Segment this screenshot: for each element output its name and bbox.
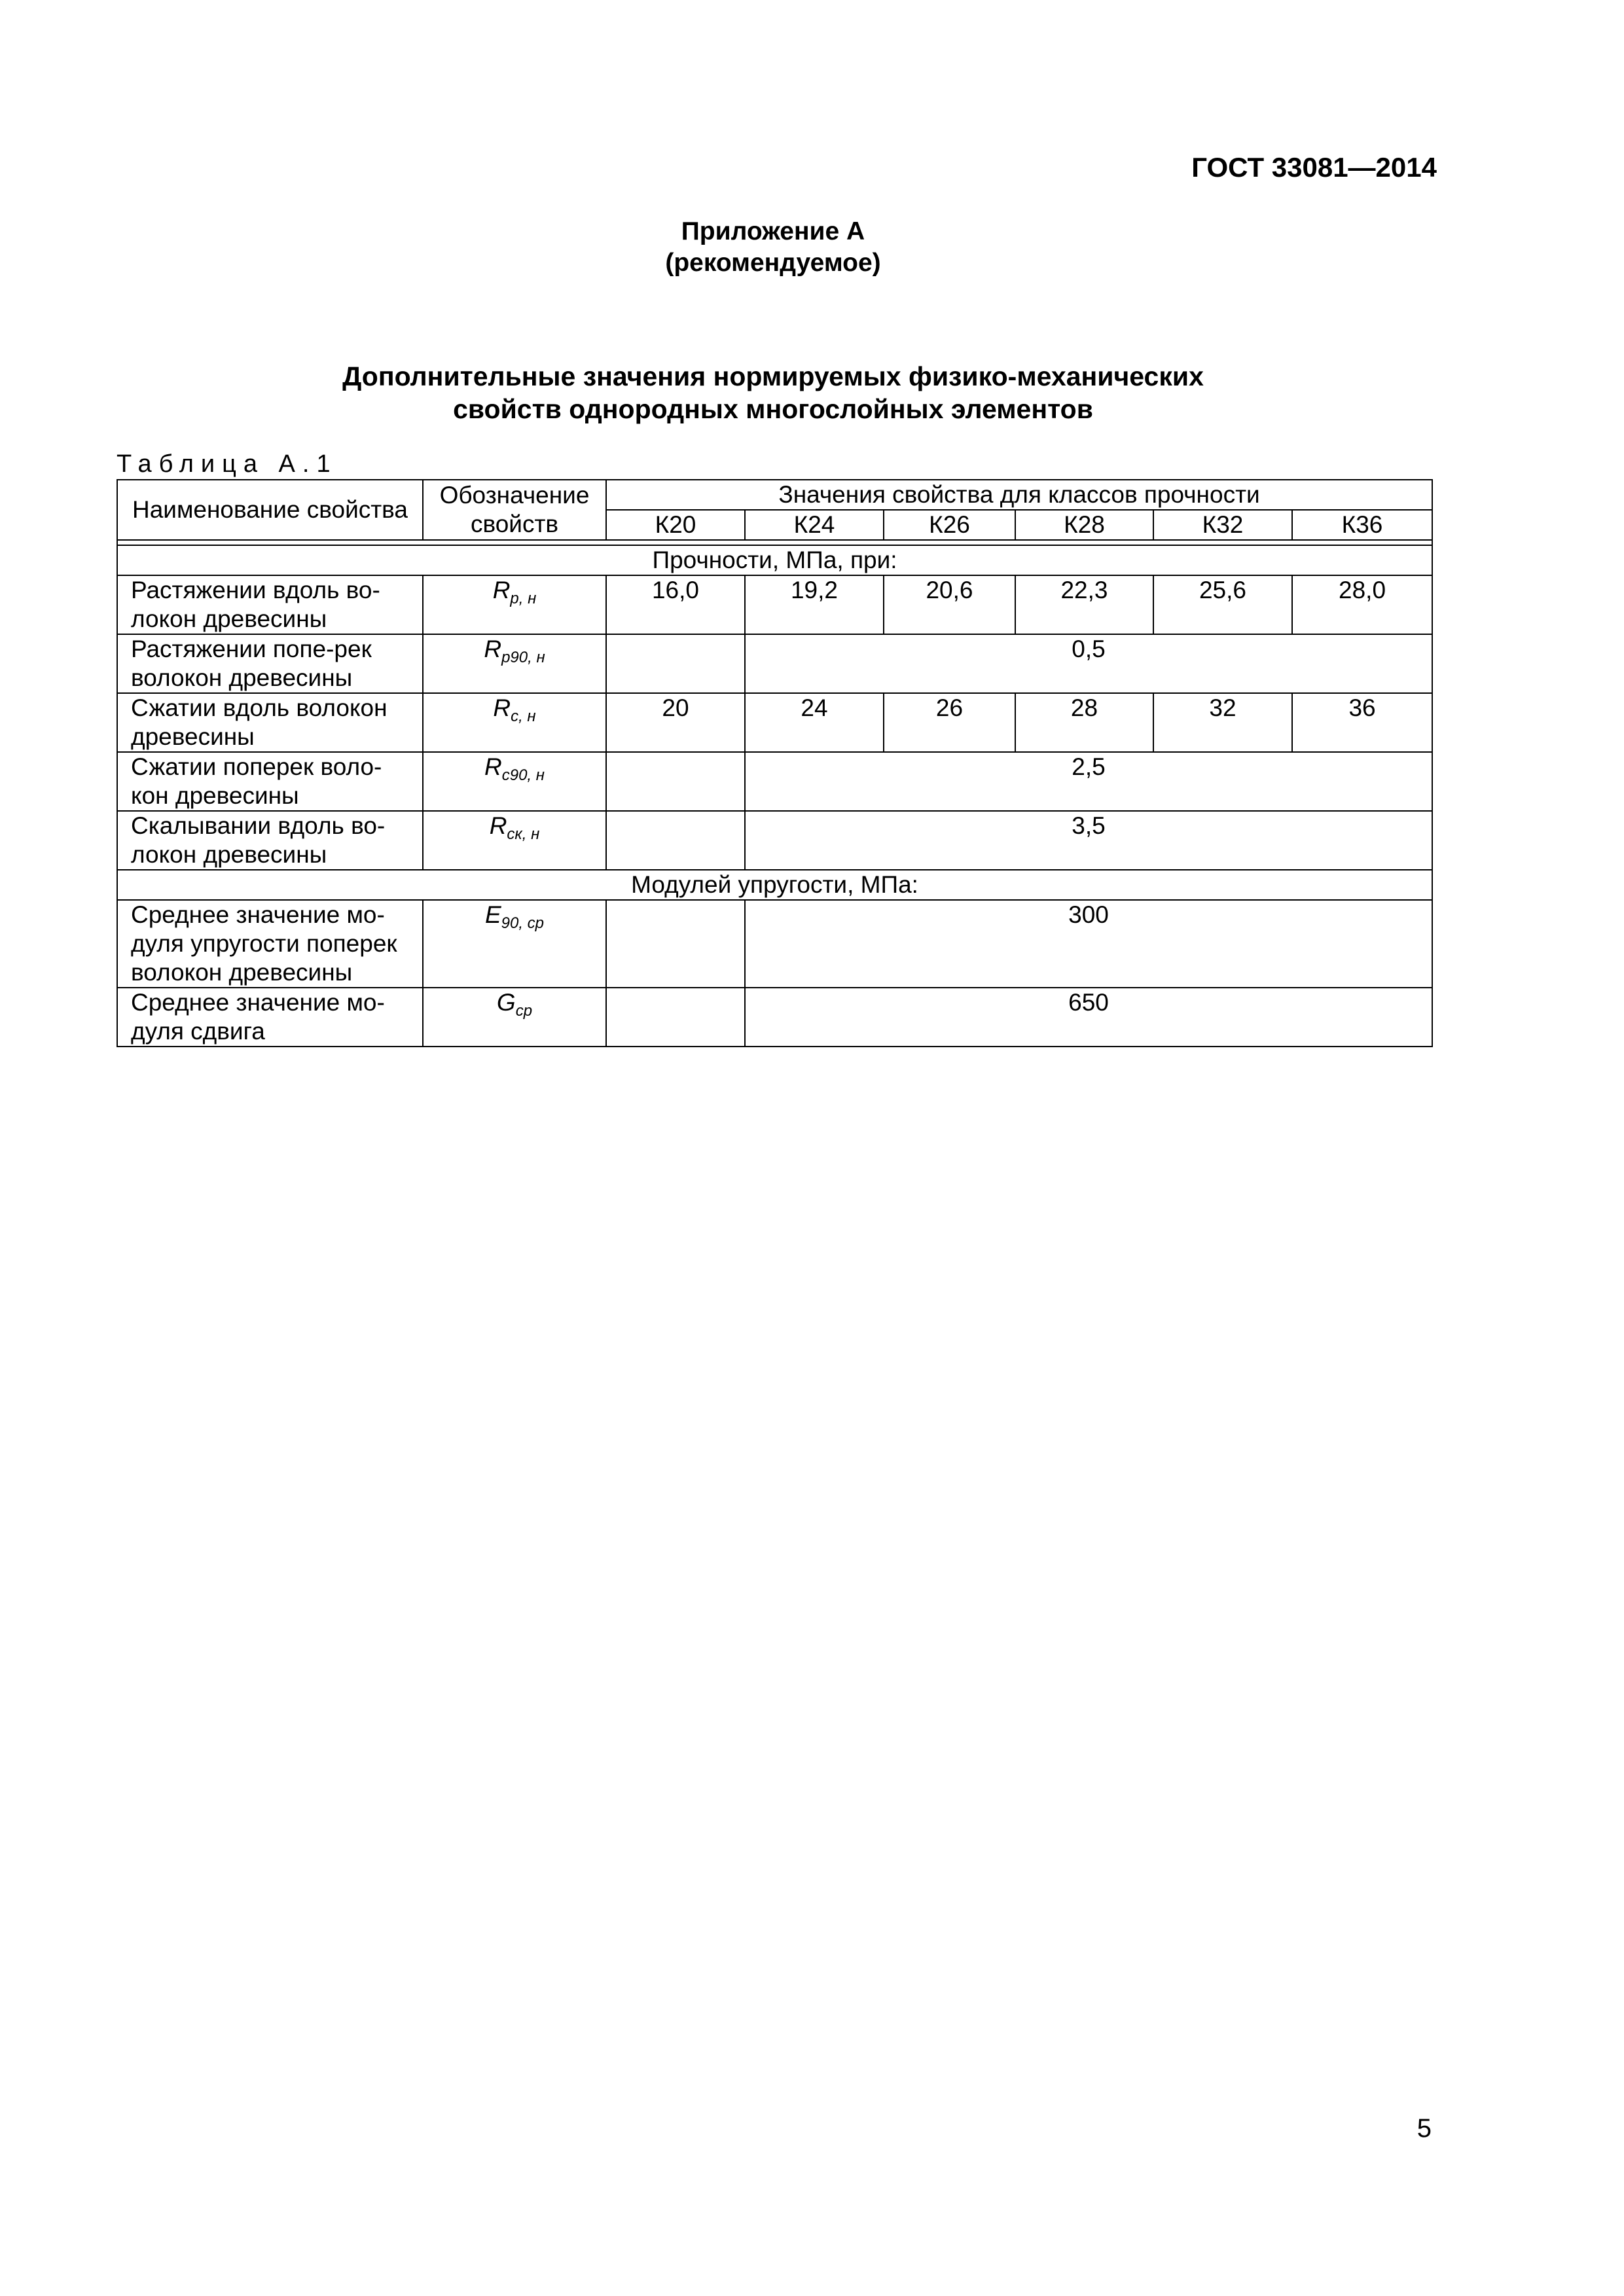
empty-cell	[606, 752, 745, 811]
property-name: Скалывании вдоль во- локон древесины	[117, 811, 423, 870]
table-row	[117, 988, 1432, 1047]
value-cell: 20,6	[884, 575, 1015, 634]
document-code: ГОСТ 33081—2014	[1191, 152, 1437, 183]
value-cell: 22,3	[1015, 575, 1153, 634]
value-cell: 300	[745, 900, 1432, 988]
property-name: Среднее значение мо- дуля упругости поперек волокон древесины	[117, 900, 423, 988]
properties-table	[117, 479, 1433, 1047]
property-symbol: $R_{р, н}$	[423, 575, 606, 634]
value-cell: 0,5	[745, 634, 1432, 693]
value-cell: 20	[606, 693, 745, 752]
value-cell: 19,2	[745, 575, 884, 634]
header-property-name: Наименование свойства	[117, 480, 423, 540]
header-symbol: Обозначение свойств	[423, 480, 606, 540]
table-header-row	[117, 480, 1432, 510]
property-symbol: $G_{ср}$	[423, 988, 606, 1047]
property-symbol: $R_{р90, н}$	[423, 634, 606, 693]
class-header: К20	[606, 510, 745, 540]
property-symbol: $E_{90, ср}$	[423, 900, 606, 988]
value-cell: 36	[1292, 693, 1432, 752]
property-name: Растяжении вдоль во- локон древесины	[117, 575, 423, 634]
class-header: К32	[1153, 510, 1292, 540]
empty-cell	[606, 634, 745, 693]
table-row	[117, 634, 1432, 693]
property-symbol: $R_{с, н}$	[423, 693, 606, 752]
value-cell: 650	[745, 988, 1432, 1047]
value-cell: 3,5	[745, 811, 1432, 870]
value-cell: 28,0	[1292, 575, 1432, 634]
title-line-2: свойств однородных многослойных элементов	[453, 394, 1093, 424]
table-row	[117, 575, 1432, 634]
value-cell: 2,5	[745, 752, 1432, 811]
property-name: Сжатии вдоль волокон древесины	[117, 693, 423, 752]
property-name: Растяжении попе-рек волокон древесины	[117, 634, 423, 693]
empty-cell	[606, 988, 745, 1047]
value-cell: 25,6	[1153, 575, 1292, 634]
title-line-1: Дополнительные значения нормируемых физико-механических	[342, 361, 1204, 391]
table-row	[117, 811, 1432, 870]
annex-title: Приложение А	[681, 217, 865, 245]
section-strength: Прочности, МПа, при:	[117, 545, 1432, 575]
value-cell: 24	[745, 693, 884, 752]
section-elastic: Модулей упругости, МПа:	[117, 870, 1432, 900]
table-row	[117, 752, 1432, 811]
value-cell: 28	[1015, 693, 1153, 752]
property-symbol: $R_{ск, н}$	[423, 811, 606, 870]
annex-heading	[0, 216, 1546, 279]
value-cell: 26	[884, 693, 1015, 752]
empty-cell	[606, 811, 745, 870]
value-cell: 16,0	[606, 575, 745, 634]
property-name: Среднее значение мо- дуля сдвига	[117, 988, 423, 1047]
header-separator	[117, 540, 1432, 545]
class-header: К36	[1292, 510, 1432, 540]
section-row	[117, 870, 1432, 900]
header-class-values: Значения свойства для классов прочности	[606, 480, 1432, 510]
class-header: К28	[1015, 510, 1153, 540]
property-name: Сжатии поперек воло- кон древесины	[117, 752, 423, 811]
annex-status: (рекомендуемое)	[665, 249, 881, 277]
document-title	[0, 360, 1546, 425]
empty-cell	[606, 900, 745, 988]
table-row	[117, 693, 1432, 752]
table-row	[117, 900, 1432, 988]
section-row	[117, 545, 1432, 575]
table-label: Таблица А.1	[117, 450, 338, 478]
page-number: 5	[1416, 2114, 1432, 2143]
class-header: К26	[884, 510, 1015, 540]
property-symbol: $R_{с90, н}$	[423, 752, 606, 811]
class-header: К24	[745, 510, 884, 540]
value-cell: 32	[1153, 693, 1292, 752]
